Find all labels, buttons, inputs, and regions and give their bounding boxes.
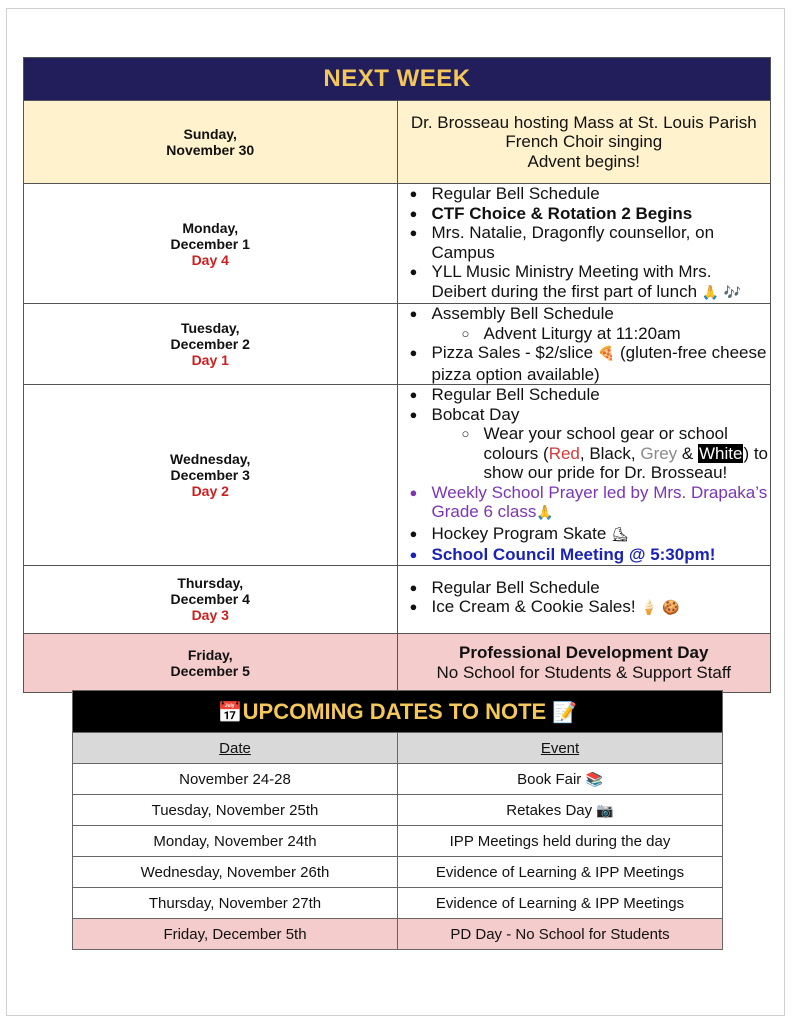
day-cell: Friday, December 5 [24, 633, 398, 692]
column-header-date: Date [73, 733, 398, 764]
day-cell: Sunday, November 30 [24, 101, 398, 184]
pray-music-icon: 🙏 🎶 [701, 284, 742, 301]
content-cell [397, 565, 771, 633]
table-row: Wednesday, November 26th Evidence of Learning & IPP Meetings [73, 857, 723, 888]
pray-icon: 🙏 [536, 505, 554, 521]
table-row: November 24-28 Book Fair 📚 [73, 764, 723, 795]
content-cell [397, 184, 771, 304]
memo-icon: 📝 [552, 699, 578, 724]
column-header-event: Event [398, 733, 723, 764]
day-cell: Monday, December 1 Day 4 [24, 184, 398, 304]
sub-list-item: ○ Wear your school gear or school colours (Red, Black, Grey & White) to show our pride for Dr. Brosseau! [462, 424, 771, 483]
next-week-table [23, 57, 771, 693]
list-item: ● Pizza Sales - $2/slice 🍕 (gluten-free cheese pizza option available) [410, 343, 771, 384]
table-row: Tuesday, November 25th Retakes Day 📷 [73, 795, 723, 826]
list-item: ● Ice Cream & Cookie Sales! 🍦 🍪 [410, 597, 771, 619]
day-number: Day 2 [191, 482, 229, 499]
list-item: ● Weekly School Prayer led by Mrs. Drapaka’s Grade 6 class🙏 [410, 483, 771, 524]
content-cell: Dr. Brosseau hosting Mass at St. Louis Parish French Choir singing Advent begins! [397, 101, 771, 184]
day-cell: Thursday, December 4 Day 3 [24, 565, 398, 633]
list-item: ● YLL Music Ministry Meeting with Mrs. Deibert during the first part of lunch 🙏 🎶 [410, 262, 771, 303]
upcoming-title: 📅UPCOMING DATES TO NOTE 📝 [73, 691, 723, 733]
content-cell [397, 385, 771, 566]
next-week-title: NEXT WEEK [24, 58, 771, 101]
content-cell: Professional Development Day No School for Students & Support Staff [397, 633, 771, 692]
day-cell: Tuesday, December 2 Day 1 [24, 304, 398, 385]
content-cell [397, 304, 771, 385]
camera-icon: 📷 [596, 802, 614, 819]
day-number: Day 1 [191, 352, 229, 368]
list-item: ● Regular Bell Schedule [410, 385, 771, 405]
list-item: ● Assembly Bell Schedule ○ Advent Liturgy at 11:20am [410, 304, 771, 343]
row-friday [24, 633, 771, 692]
row-thursday [24, 565, 771, 633]
table-row: Thursday, November 27th Evidence of Learning & IPP Meetings [73, 888, 723, 919]
pizza-icon: 🍕 [597, 346, 616, 362]
list-item: ● Regular Bell Schedule [410, 184, 771, 204]
sub-list-item: ○ Advent Liturgy at 11:20am [462, 324, 771, 344]
list-item: ● Regular Bell Schedule [410, 578, 771, 598]
icecream-cookie-icon: 🍦 🍪 [640, 600, 680, 616]
day-number: Day 4 [191, 251, 229, 268]
table-row: Friday, December 5th PD Day - No School for Students [73, 919, 723, 950]
row-tuesday [24, 304, 771, 385]
upcoming-dates-table [72, 690, 723, 950]
table-row: Monday, November 24th IPP Meetings held during the day [73, 826, 723, 857]
row-sunday [24, 101, 771, 184]
day-cell: Wednesday, December 3 Day 2 [24, 385, 398, 566]
day-number: Day 3 [191, 607, 229, 623]
list-item: ● Bobcat Day ○ Wear your school gear or school colours (Red, Black, Grey & White) to show our pride for Dr. Brosseau! [410, 405, 771, 483]
list-item: ● Mrs. Natalie, Dragonfly counsellor, on Campus [410, 223, 771, 262]
list-item: ● School Council Meeting @ 5:30pm! [410, 545, 771, 565]
row-wednesday [24, 385, 771, 566]
skate-icon: ⛸ [611, 526, 629, 543]
column-headers [73, 733, 723, 764]
books-icon: 📚 [585, 771, 603, 788]
row-monday [24, 184, 771, 304]
calendar-icon: 📅 [217, 699, 243, 724]
list-item: ● Hockey Program Skate ⛸ [410, 524, 771, 546]
list-item: ● CTF Choice & Rotation 2 Begins [410, 204, 771, 224]
